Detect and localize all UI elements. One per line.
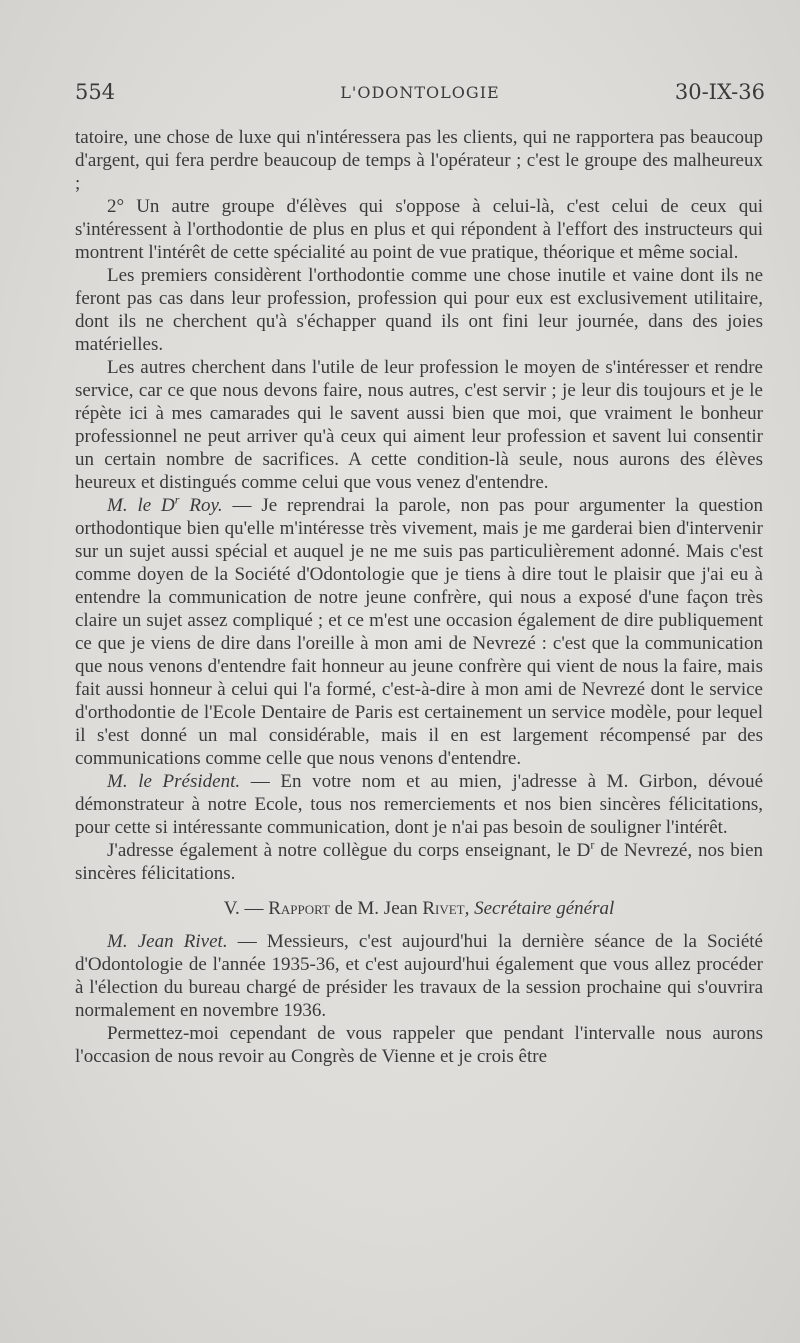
paragraph-adresse: J'adresse également à notre collègue du corps enseignant, le $D^r$ de Nevrezé, nos bien sincères félicitations.	[75, 837, 763, 884]
journal-title: L'ODONTOLOGIE	[340, 83, 500, 102]
page-number: 554	[75, 80, 116, 104]
section-heading: V. — Rapport de M. Jean Rivet, Secrétaire général	[223, 898, 615, 919]
paragraph-rivet	[75, 930, 763, 1022]
speech-text: — Je reprendrai la parole, non pas pour argumenter la question orthodontique bien qu'elle m'intéresse très vivement, mais je me garderai bien d'intervenir sur un sujet aussi spécial et auquel je ne me suis pas particulièrement adonné. Mais c'est comme doyen de la Société d'Odontologie que je tiens à dire tout le plaisir que j'ai eu à entendre la communication de notre jeune confrère, qui nous a exposé d'une façon très claire un sujet assez compliqué ; et ce m'est une occasion également de dire publiquement ce que je viens de dire dans l'oreille à mon ami de Nevrezé : c'est que la communication que nous venons d'entendre fait honneur au jeune confrère qui vient de nous la faire, mais fait aussi honneur à celui qui l'a formé, c'est-à-dire à mon ami de Nevrezé dont le service d'orthodontie de l'Ecole Dentaire de Paris est certainement un service modèle, pour lequel il s'est donné un mal considérable, mais il en est largement récompensé par des communications comme celle que nous venons d'entendre.	[75, 495, 763, 769]
speech-text: — Messieurs, c'est aujourd'hui la dernière séance de la Société d'Odontologie de l'année 1935-36, et c'est aujourd'hui également que vous allez procéder à l'élection du bureau chargé de présider les travaux de la session prochaine qui s'ouvrira normalement en novembre 1936.	[75, 931, 763, 1021]
paragraph-premiers: Les premiers considèrent l'orthodontie comme une chose inutile et vaine dont ils ne feront pas cas dans leur profession, profession qui pour eux est exclusivement utilitaire, dont ils ne cherchent qu'à s'échapper quand ils ont fini leur journée, dans des joies matérielles.	[75, 265, 763, 355]
paragraph-continuation: tatoire, une chose de luxe qui n'intéressera pas les clients, qui ne rapportera pas beaucoup d'argent, qui fera perdre beaucoup de temps à l'opérateur ; c'est le groupe des malheureux ;	[75, 127, 763, 194]
speech-text: — En votre nom et au mien, j'adresse à M. Girbon, dévoué démonstrateur à notre Ecole, tous nos remerciements et nos bien sincères félicitations, pour cette si intéressante communication, dont je n'ai pas besoin de souligner l'intérêt.	[75, 771, 764, 838]
paragraph-dr-roy	[75, 494, 763, 770]
paragraph-second-group: 2° Un autre groupe d'élèves qui s'oppose à celui-là, c'est celui de ceux qui s'intéressent à l'orthodontie de plus en plus et qui répondent à l'effort des instructeurs qui montrent l'intérêt de cette spécialité au point de vue pratique, théorique et même social.	[75, 196, 763, 263]
issue-date: 30-IX-36	[674, 80, 765, 104]
running-header	[75, 80, 765, 114]
speaker-president: M. le Président.	[107, 771, 241, 792]
body-text	[75, 126, 763, 1068]
speaker-dr-roy: M. le $D^r$ Roy.	[107, 492, 223, 516]
paragraph-president	[75, 770, 763, 839]
speaker-rivet: M. Jean Rivet.	[107, 931, 228, 952]
paragraph-permettez: Permettez-moi cependant de vous rappeler que pendant l'intervalle nous aurons l'occasion de nous revoir au Congrès de Vienne et je crois être	[75, 1023, 763, 1067]
paragraph-autres: Les autres cherchent dans l'utile de leur profession le moyen de s'intéresser et rendre service, car ce que nous devons faire, nous autres, c'est servir ; je leur dis toujours et je le répète ici à mes camarades qui le savent aussi bien que moi, que vraiment le bonheur professionnel ne peut arriver qu'à ceux qui aiment leur profession et savent lui consentir un certain nombre de sacrifices. A cette condition-là seule, nous aurons des élèves heureux et distingués comme celui que vous venez d'entendre.	[75, 357, 763, 493]
